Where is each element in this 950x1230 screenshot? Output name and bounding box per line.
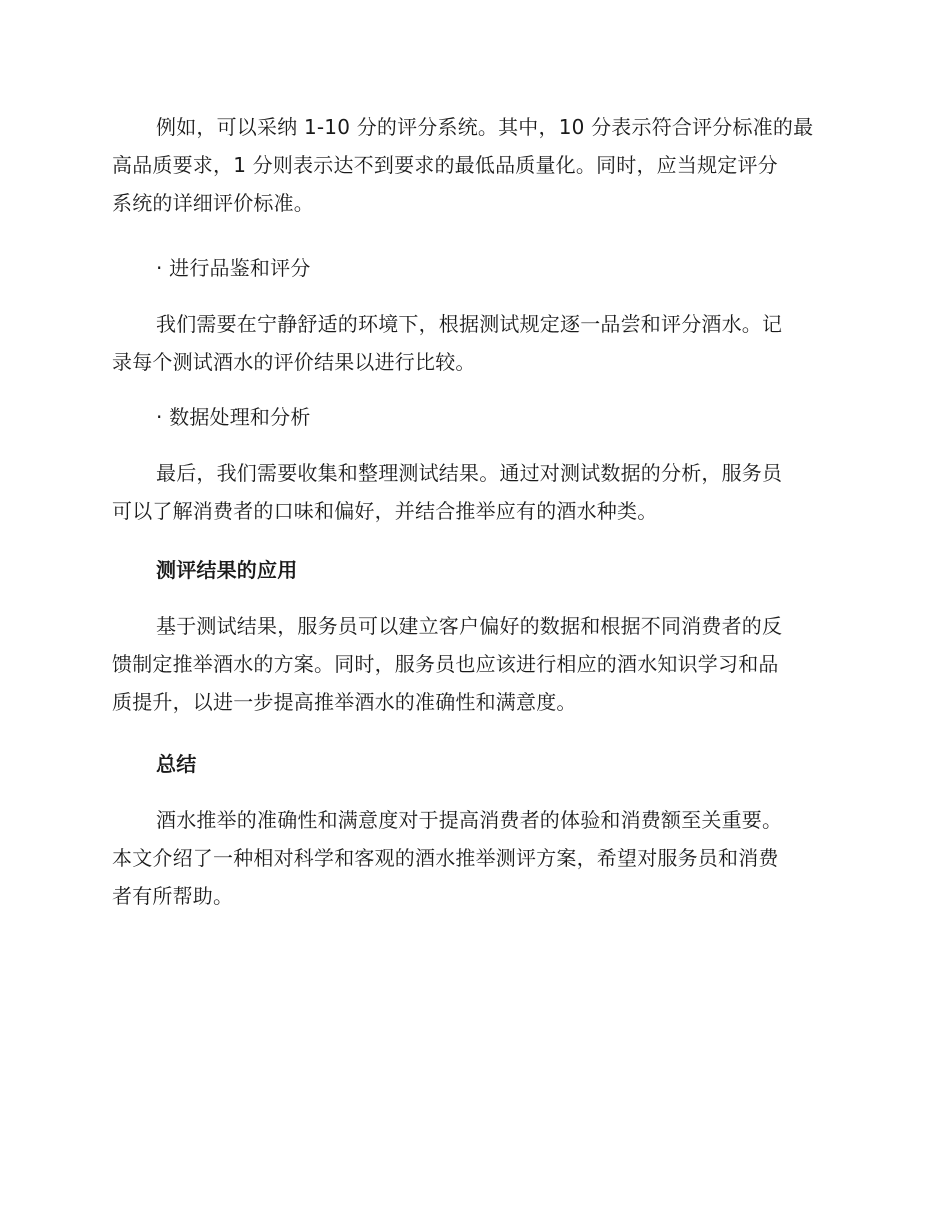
bullet-text: · 数据处理和分析 xyxy=(156,405,311,429)
bullet-tasting-and-scoring xyxy=(112,249,840,287)
paragraph-application xyxy=(112,607,840,721)
heading-results-application xyxy=(112,551,840,589)
paragraph-analysis xyxy=(112,454,840,530)
paragraph-tasting xyxy=(112,305,840,381)
text-line: 者有所帮助。 xyxy=(112,884,234,908)
text-line: 馈制定推举酒水的方案。同时，服务员也应该进行相应的酒水知识学习和品 xyxy=(112,652,779,676)
text-line: 系统的详细评价标准。 xyxy=(112,191,314,215)
text-line: 高品质要求，1 分则表示达不到要求的最低品质量化。同时，应当规定评分 xyxy=(112,153,778,177)
paragraph-summary xyxy=(112,801,840,915)
text-line: 我们需要在宁静舒适的环境下，根据测试规定逐一品尝和评分酒水。记 xyxy=(156,312,783,336)
text-line: 例如，可以采纳 1-10 分的评分系统。其中，10 分表示符合评分标准的最 xyxy=(156,115,814,139)
section-heading: 总结 xyxy=(156,752,197,776)
heading-summary xyxy=(112,745,840,783)
paragraph-rating-system xyxy=(112,108,840,222)
text-line: 本文介绍了一种相对科学和客观的酒水推举测评方案，希望对服务员和消费 xyxy=(112,846,779,870)
text-line: 质提升，以进一步提高推举酒水的准确性和满意度。 xyxy=(112,690,577,714)
bullet-data-analysis xyxy=(112,398,840,436)
section-heading: 测评结果的应用 xyxy=(156,558,298,582)
text-line: 最后，我们需要收集和整理测试结果。通过对测试数据的分析，服务员 xyxy=(156,461,783,485)
bullet-text: · 进行品鉴和评分 xyxy=(156,256,311,280)
text-line: 可以了解消费者的口味和偏好，并结合推举应有的酒水种类。 xyxy=(112,499,658,523)
text-line: 酒水推举的准确性和满意度对于提高消费者的体验和消费额至关重要。 xyxy=(156,808,783,832)
text-line: 基于测试结果，服务员可以建立客户偏好的数据和根据不同消费者的反 xyxy=(156,614,783,638)
text-line: 录每个测试酒水的评价结果以进行比较。 xyxy=(112,350,476,374)
